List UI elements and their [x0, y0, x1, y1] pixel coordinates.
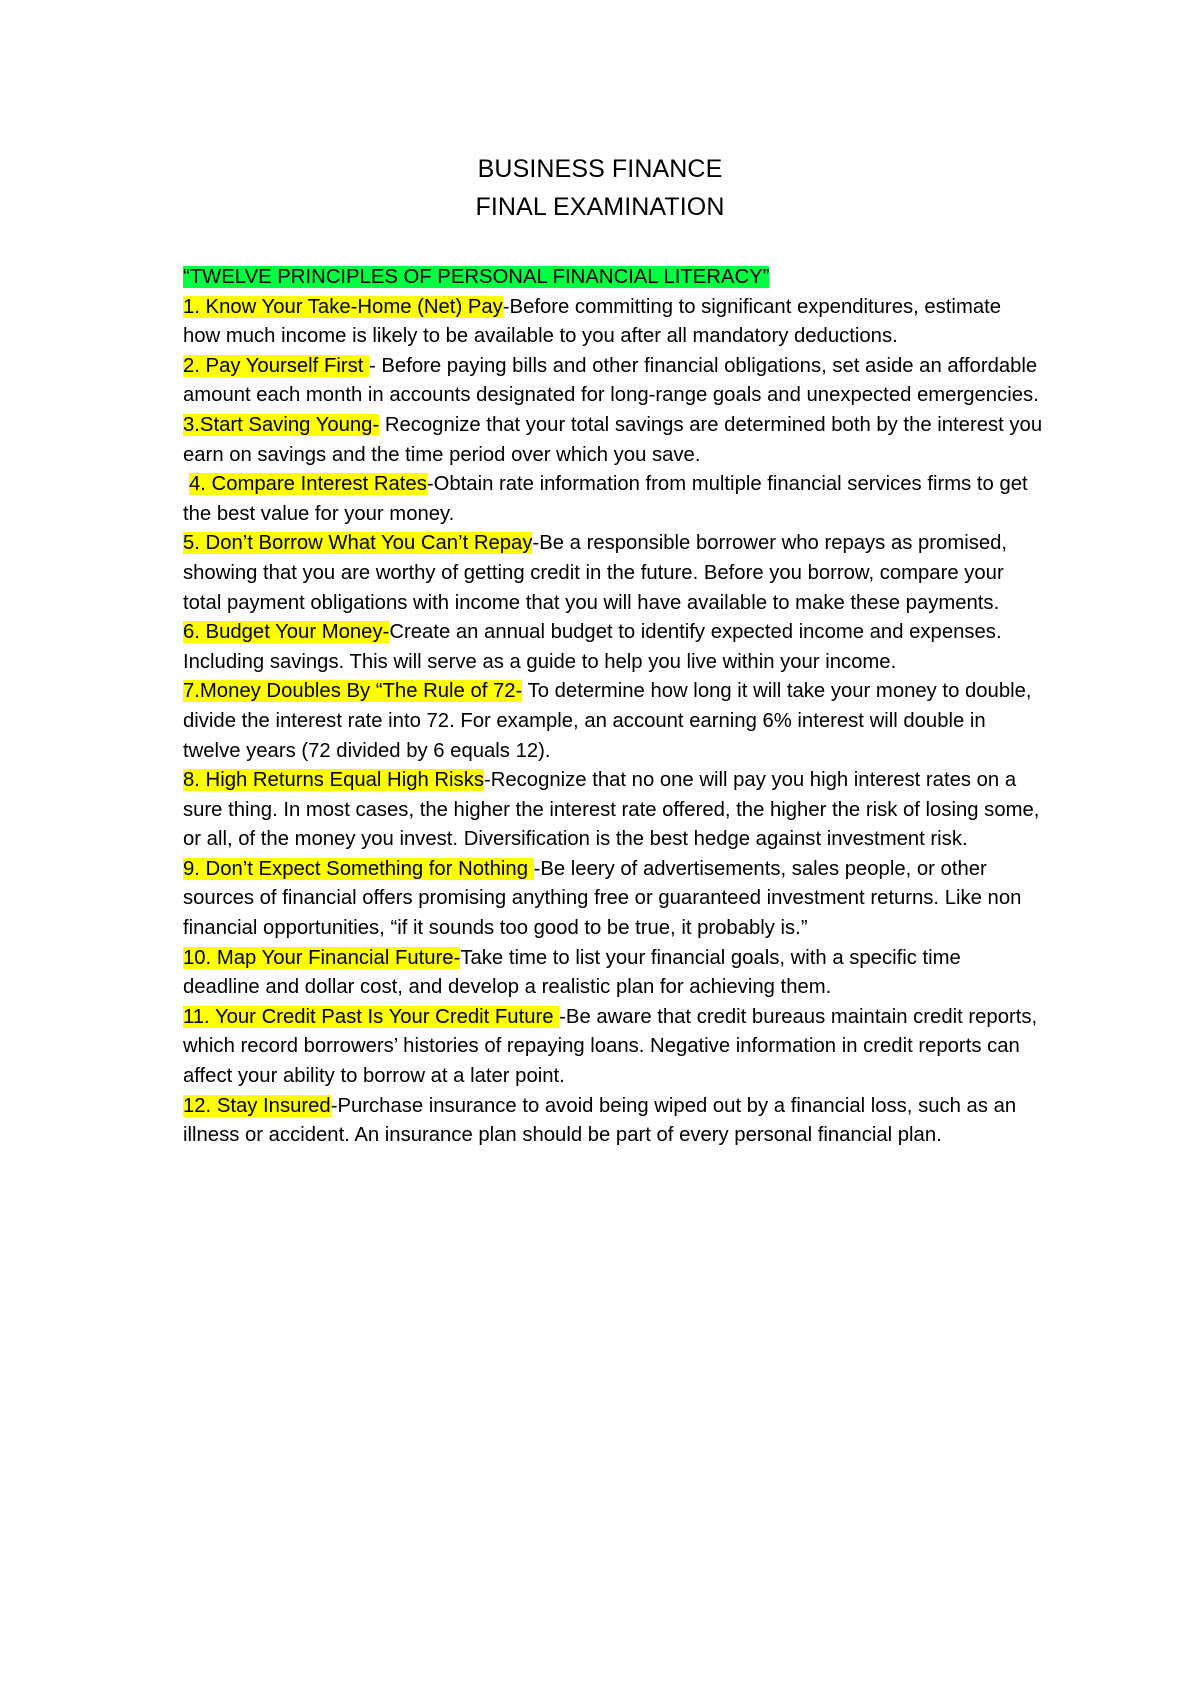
principle-body: Create an annual budget to identify expected income and expenses. Including savings. This will serve as a guide to help you live within your income. — [183, 621, 1002, 673]
principle-item — [183, 677, 1043, 766]
principle-title: 3.Start Saving Young- — [183, 413, 380, 436]
principle-body: To determine how long it will take your money to double, divide the interest rate into 72. For example, an account earning 6% interest will double in twelve years (72 divided by 6 equals 12). — [183, 680, 1032, 762]
section-heading-line — [183, 263, 1043, 293]
principle-body: -Be a responsible borrower who repays as promised, showing that you are worthy of getting credit in the future. Before you borrow, compare your total payment obligations with income that you will have available to make these payments. — [183, 532, 1008, 614]
principle-title: 8. High Returns Equal High Risks — [183, 769, 484, 792]
principle-body: Recognize that your total savings are determined both by the interest you earn on savings and the time period over which you save. — [183, 413, 1043, 466]
principle-item — [183, 1003, 1043, 1092]
principle-body: -Be aware that credit bureaus maintain credit reports, which record borrowers’ histories of repaying loans. Negative information in credit reports can affect your ability to borrow at a later point. — [183, 1005, 1038, 1088]
title-line-exam: FINAL EXAMINATION — [475, 193, 725, 221]
principle-item — [183, 1092, 1043, 1151]
principle-body: - Before paying bills and other financial obligations, set aside an affordable amount each month in accounts designated for long-range goals and unexpected emergencies. — [183, 354, 1039, 407]
principle-body: -Before committing to significant expenditures, estimate how much income is likely to be available to you after all mandatory deductions. — [183, 295, 1002, 348]
principle-item — [183, 618, 1043, 677]
principle-item — [183, 411, 1043, 470]
principle-item — [183, 855, 1043, 944]
principle-item — [183, 470, 1043, 529]
document-body — [183, 263, 1043, 1151]
principle-body: Take time to list your financial goals, with a specific time deadline and dollar cost, and develop a realistic plan for achieving them. — [183, 946, 961, 999]
principle-title: 6. Budget Your Money- — [183, 621, 390, 644]
principle-item — [183, 944, 1043, 1003]
principle-title: 1. Know Your Take-Home (Net) Pay — [183, 295, 503, 318]
principle-title: 2. Pay Yourself First — [183, 354, 369, 377]
principle-item — [183, 352, 1043, 411]
principle-title: 4. Compare Interest Rates — [189, 473, 427, 496]
principle-title: 5. Don’t Borrow What You Can’t Repay — [183, 532, 533, 555]
principle-item — [183, 766, 1043, 855]
principle-title: 7.Money Doubles By “The Rule of 72- — [183, 680, 523, 703]
principle-item — [183, 293, 1043, 352]
principle-body: -Be leery of advertisements, sales people, or other sources of financial offers promising anything free or guaranteed investment returns. Like non financial opportunities, “if it sounds too good to be true, it probably is.” — [183, 857, 1022, 940]
principle-body: -Obtain rate information from multiple financial services firms to get the best value for your money. — [183, 473, 1028, 525]
principle-body: -Recognize that no one will pay you high interest rates on a sure thing. In most cases, the higher the interest rate offered, the higher the risk of losing some, or all, of the money you invest. Diversification is the best hedge against investment risk. — [183, 769, 1040, 851]
title-line-course: BUSINESS FINANCE — [477, 155, 723, 183]
principle-title: 10. Map Your Financial Future- — [183, 946, 461, 969]
document-title — [0, 150, 1200, 226]
principle-body: -Purchase insurance to avoid being wiped out by a financial loss, such as an illness or accident. An insurance plan should be part of every personal financial plan. — [183, 1094, 1017, 1147]
principle-item — [183, 529, 1043, 618]
principle-title: 9. Don’t Expect Something for Nothing — [183, 857, 534, 880]
principle-title: 11. Your Credit Past Is Your Credit Future — [183, 1005, 560, 1028]
section-heading: “TWELVE PRINCIPLES OF PERSONAL FINANCIAL LITERACY” — [183, 266, 770, 288]
principle-title: 12. Stay Insured — [183, 1094, 331, 1117]
